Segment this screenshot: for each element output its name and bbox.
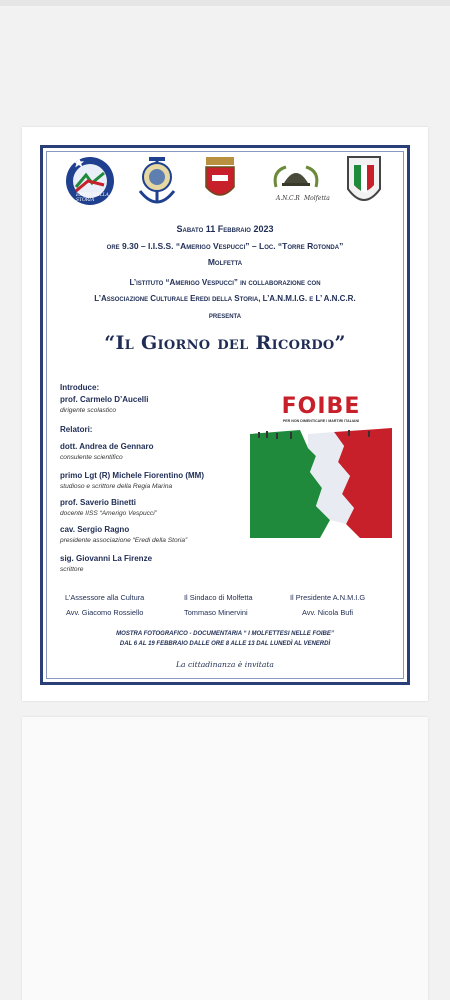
anmig-anchor-logo [134,153,180,211]
molfetta-crest-logo [200,155,240,205]
speaker-role: consulente scientifico [60,454,123,461]
speaker-role: studioso e scrittore della Regia Marina [60,483,173,490]
speaker-name: cav. Sergio Ragno [60,525,130,534]
relatori-label: Relatori: [60,425,93,434]
organizer-line-1: L’istituto “Amerigo Vespucci” in collaborazione con [129,278,321,287]
invitation-text: La cittadinanza è invitata [176,660,274,669]
signature-office: Il Sindaco di Molfetta [184,593,253,602]
speaker-name: sig. Giovanni La Firenze [60,554,153,563]
associazione-seal-logo [344,153,384,211]
exhibition-line-2: DAL 6 AL 19 FEBBRAIO DALLE ORE 8 ALLE 13 DAL LUNEDÌ AL VENERDÌ [119,641,331,647]
eredi-della-storia-logo [64,155,116,207]
event-city: Molfetta [207,257,243,267]
introduce-label: Introduce: [60,383,100,392]
event-title: “Il Giorno del Ricordo” [104,332,346,354]
exhibition-line-1: MOSTRA FOTOGRAFICO - DOCUMENTARIA “ I MOLFETTESI NELLE FOIBE” [116,631,334,637]
signature-name: Tommaso Minervini [184,608,248,617]
introducer-name: prof. Carmelo D’Aucelli [60,395,149,404]
event-place: ore 9.30 – I.I.S.S. “Amerigo Vespucci” – Loc. “Torre Rotonda” [106,241,344,251]
signature-name: Avv. Giacomo Rossiello [66,608,144,617]
eredi-logo-text: EREDI DELLA STORIA [76,193,109,203]
poster-subtitle: PER NON DIMENTICARE I MARTIRI ITALIANI [282,419,360,423]
ancr-molfetta-logo [268,161,330,202]
speaker-name: prof. Saverio Binetti [60,498,137,507]
ancr-logo-text: A.N.C.R [276,195,300,202]
speaker-name: dott. Andrea de Gennaro [60,442,154,451]
presenta-label: presenta [208,310,242,320]
organizer-line-2: L’Associazione Culturale Eredi della Storia, L’A.N.M.I.G. e L’ A.N.C.R. [94,294,356,303]
speaker-role: docente IISS “Amerigo Vespucci” [60,510,157,517]
italy-flag-map-image [250,428,392,538]
logos-row [40,155,410,217]
introducer-role: dirigente scolastico [60,407,117,414]
poster-title: FOIBE [281,394,361,419]
signature-office: L’Assessore alla Cultura [65,593,145,602]
event-date: Sabato 11 Febbraio 2023 [176,224,274,234]
signature-office: Il Presidente A.N.M.I.G [290,593,366,602]
next-card-placeholder [22,717,428,1000]
speaker-role: presidente associazione “Eredi della Storia” [60,537,188,544]
signature-name: Avv. Nicola Bufi [302,608,354,617]
foibe-poster [250,392,392,538]
ancr-logo-subtext: Molfetta [304,195,330,202]
top-status-strip [0,0,450,6]
speaker-role: scrittore [60,566,84,573]
speaker-name: primo Lgt (R) Michele Fiorentino (MM) [60,471,204,480]
